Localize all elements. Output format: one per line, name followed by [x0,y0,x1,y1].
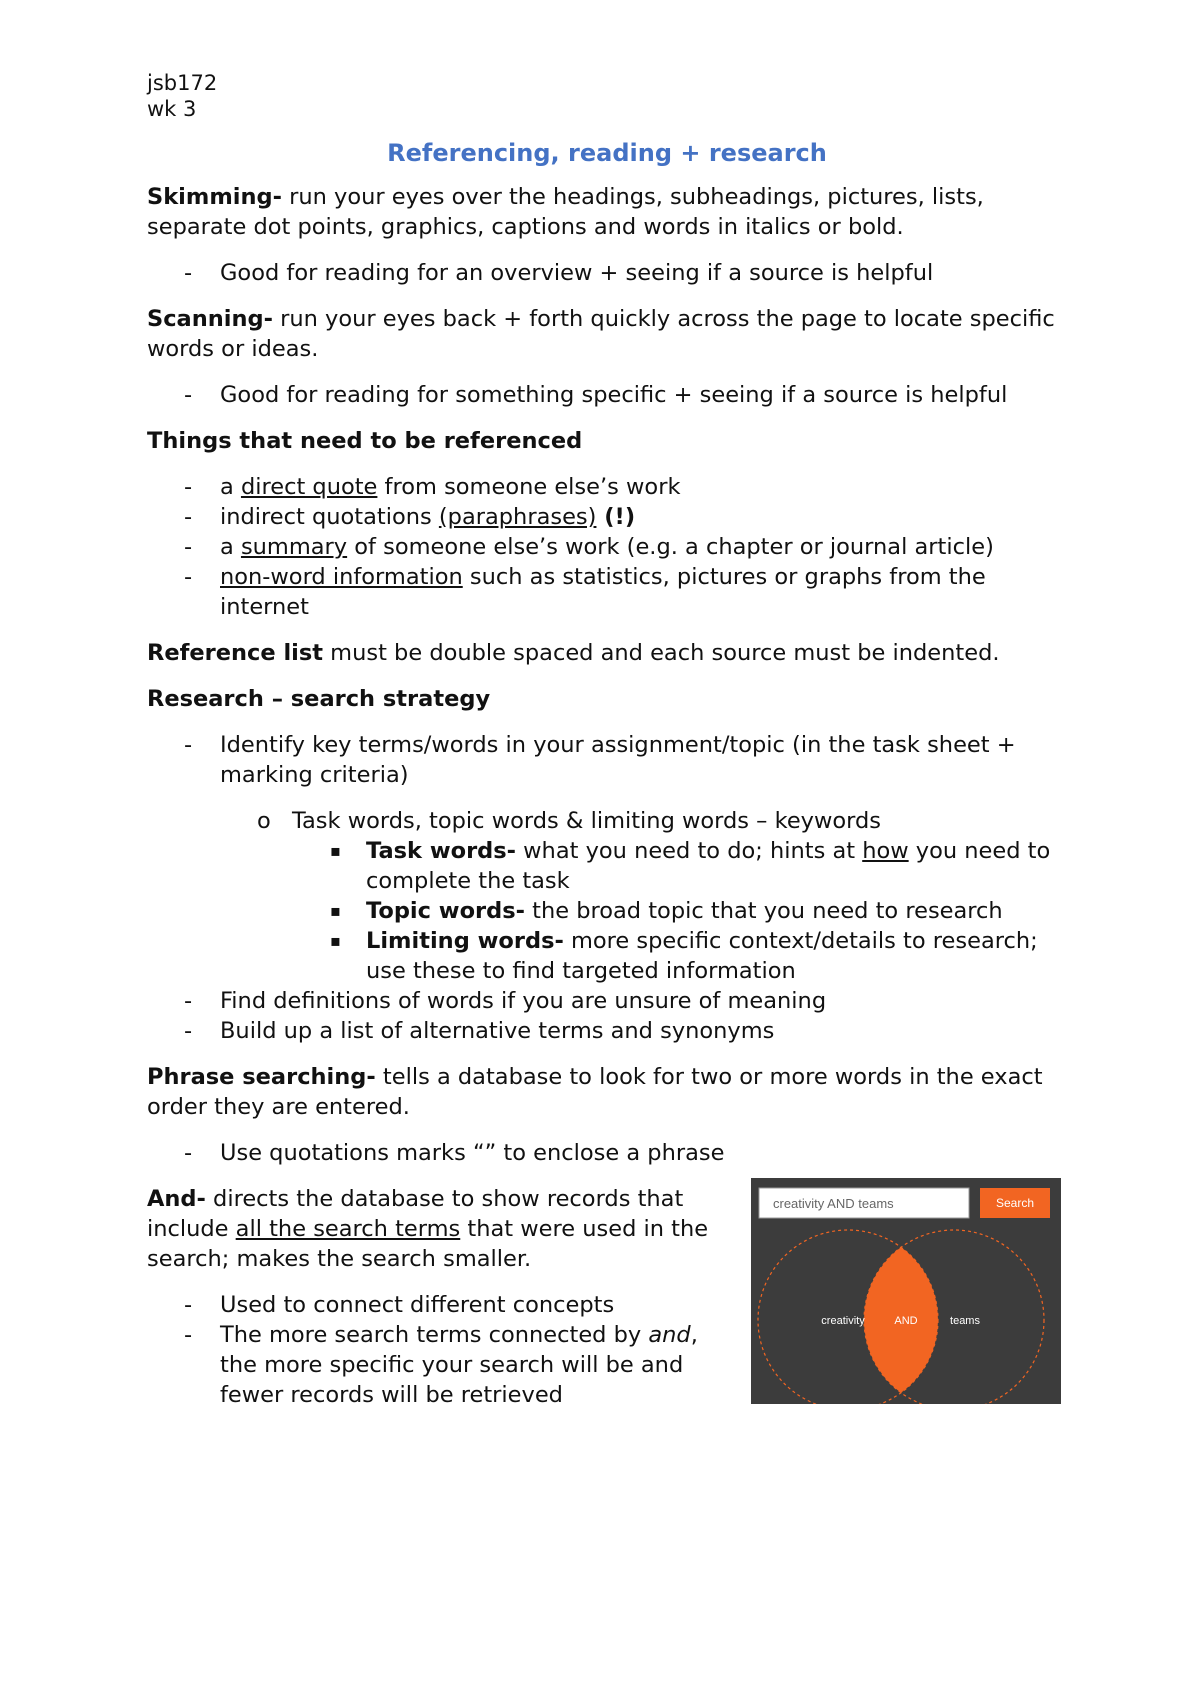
skimming-text: run your eyes over the headings, subheadings, pictures, lists, separate dot points, graphics, captions and words in italics or bold. [147,184,984,240]
text: a [220,474,241,500]
header-week: wk 3 [147,97,197,121]
phrase-term: Phrase searching- [147,1064,376,1090]
venn-diagram-image [751,1178,1061,1404]
bold-text: Topic words- [366,898,525,924]
research-list [147,730,1067,790]
circle-bullet: o [257,808,271,834]
search-input-value: creativity AND teams [773,1196,894,1211]
list-item [147,1320,727,1410]
dash-bullet: - [184,564,193,590]
list-item [147,806,1067,836]
list-item [147,562,1067,622]
scanning-term: Scanning- [147,306,273,332]
italic-text: and [648,1322,691,1348]
and-list [147,1290,727,1410]
reference-list-term: Reference list [147,640,324,666]
and-paragraph [147,1184,727,1274]
phrase-text: tells a database to look for two or more words in the exact order they are entered. [147,1064,1043,1120]
text: that were used in the search; makes the search smaller. [147,1216,709,1272]
document-page [147,70,1067,1426]
scanning-text: run your eyes back + forth quickly across the page to locate specific words or ideas. [147,306,1055,362]
search-button-label: Search [995,1196,1035,1210]
text: Task words, topic words & limiting words – keywords [292,808,881,834]
text: Build up a list of alternative terms and synonyms [220,1018,775,1044]
dash-bullet: - [184,1018,193,1044]
header-course: jsb172 [147,71,218,95]
scanning-list [147,380,1067,410]
referenced-list [147,472,1067,622]
dash-bullet: - [184,260,193,286]
text: directs the database to show records that include [147,1186,684,1242]
text: a [220,534,241,560]
reference-list-paragraph [147,638,1067,668]
reference-list-text: must be double spaced and each source must be indented. [323,640,1000,666]
text: such as statistics, pictures or graphs from the internet [220,564,986,620]
list-item [147,472,1067,502]
phrase-list [147,1138,1067,1168]
research-subsublist [147,836,1067,986]
text: Identify key terms/words in your assignment/topic (in the task sheet + marking criteria) [220,732,1016,788]
list-item [147,502,1067,532]
scanning-bullet-text: Good for reading for something specific + seeing if a source is helpful [220,382,1008,408]
text: Find definitions of words if you are unsure of meaning [220,988,827,1014]
bold-text: Limiting words- [366,928,564,954]
text: what you need to do; hints at [516,838,863,864]
underlined-text: how [862,838,909,864]
page-title: Referencing, reading + research [387,139,827,167]
and-term: And- [147,1186,206,1212]
left-label: creativity [821,1315,865,1327]
list-item [147,258,1067,288]
dash-bullet: - [184,1292,193,1318]
list-item [147,1138,1067,1168]
center-label: AND [894,1315,918,1327]
bold-text: Task words- [366,838,516,864]
underlined-text: all the search terms [235,1216,461,1242]
dash-bullet: - [184,504,193,530]
list-item [147,836,1067,896]
referenced-heading-text: Things that need to be referenced [147,428,583,454]
text: more specific context/details to research; use these to find targeted information [366,928,1038,984]
square-bullet: ▪ [330,931,341,950]
research-heading-text: Research – search strategy [147,686,491,712]
underlined-text: (paraphrases) [438,504,597,530]
underlined-text: non-word information [220,564,463,590]
text: the broad topic that you need to research [524,898,1003,924]
list-item [147,986,1067,1016]
scanning-paragraph [147,304,1067,364]
text: Used to connect different concepts [220,1292,615,1318]
text: from someone else’s work [377,474,681,500]
skimming-bullet-text: Good for reading for an overview + seeing if a source is helpful [220,260,934,286]
skimming-paragraph [147,182,1067,242]
list-item [147,532,1067,562]
list-item [147,730,1067,790]
list-item [147,1016,1067,1046]
research-sublist [147,806,1067,836]
skimming-list [147,258,1067,288]
list-item [147,926,1067,986]
text: of someone else’s work (e.g. a chapter or journal article) [347,534,994,560]
text: The more search terms connected by [220,1322,649,1348]
dash-bullet: - [184,382,193,408]
list-item [147,896,1067,926]
dash-bullet: - [184,534,193,560]
dash-bullet: - [184,1140,193,1166]
referenced-heading [147,426,1067,456]
phrase-paragraph [147,1062,1067,1122]
square-bullet: ▪ [330,841,341,860]
list-item [147,380,1067,410]
and-section [147,1184,1067,1410]
underlined-text: summary [240,534,348,560]
underlined-text: direct quote [240,474,378,500]
dash-bullet: - [184,988,193,1014]
dash-bullet: - [184,474,193,500]
text: you need to complete the task [366,838,1051,894]
square-bullet: ▪ [330,901,341,920]
right-label: teams [950,1315,980,1327]
bold-text: (!) [596,504,636,530]
research-heading [147,684,1067,714]
skimming-term: Skimming- [147,184,282,210]
text: , the more specific your search will be and fewer records will be retrieved [220,1322,698,1408]
research-list-2 [147,986,1067,1046]
text: indirect quotations [220,504,439,530]
dash-bullet: - [184,1322,193,1348]
list-item [147,1290,727,1320]
text: Use quotations marks “” to enclose a phrase [220,1140,725,1166]
dash-bullet: - [184,732,193,758]
and-text-column [147,1184,727,1410]
